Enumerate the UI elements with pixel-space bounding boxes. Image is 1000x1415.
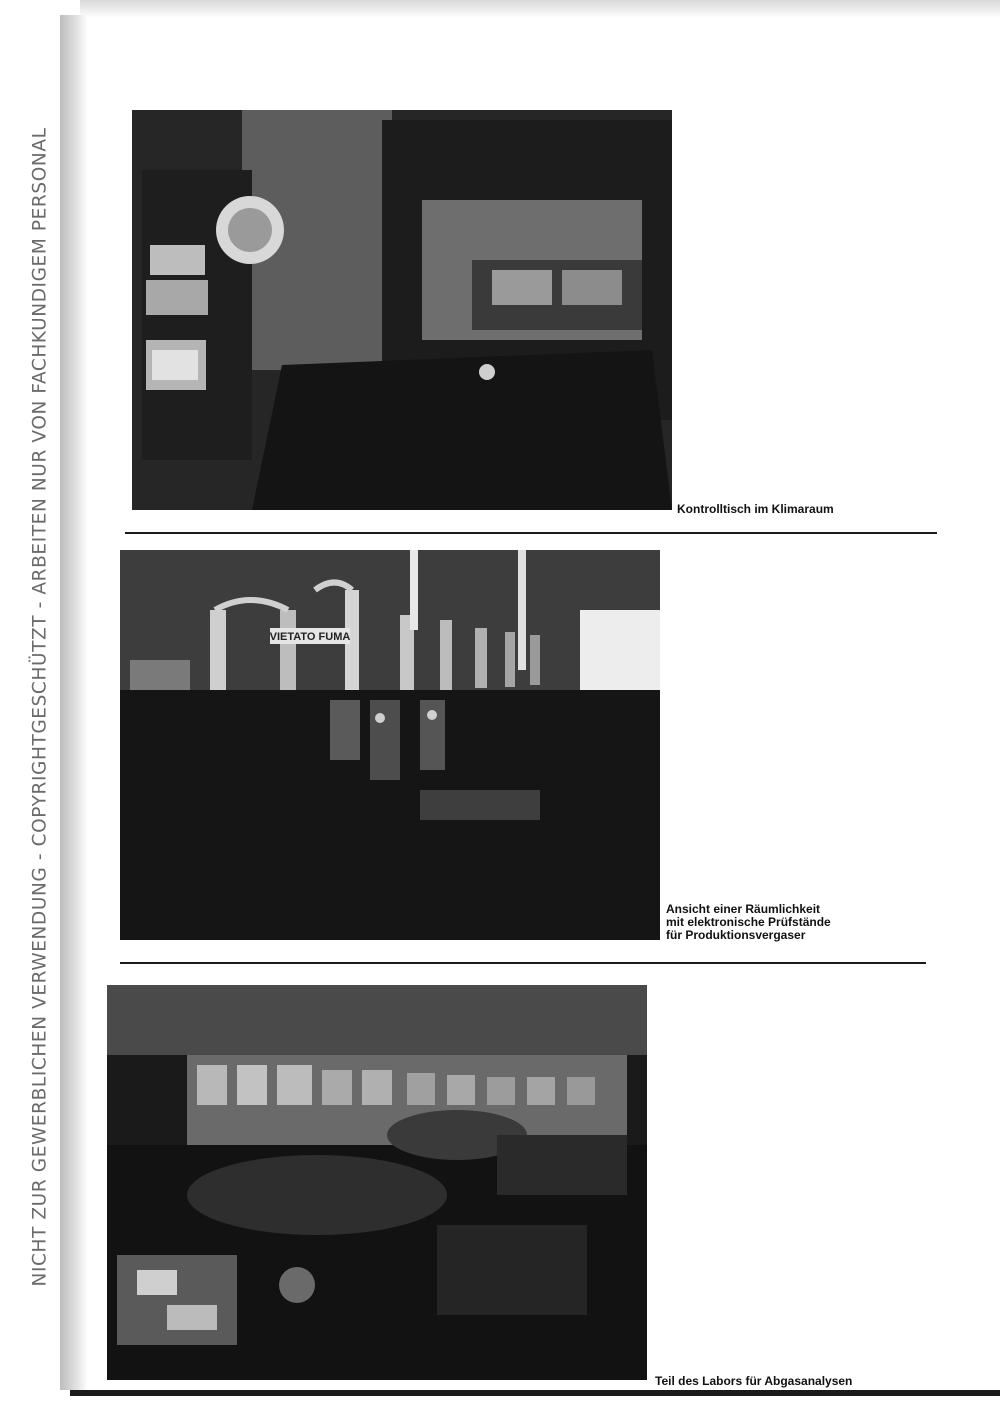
divider-rule [120,962,926,964]
caption-line: Ansicht einer Räumlichkeit [666,902,821,916]
photo-test-benches-drawing [120,550,660,940]
scan-bottom-edge [70,1390,1000,1396]
caption-line: Kontrolltisch im Klimaraum [677,502,834,516]
caption-line: mit elektronische Prüfstände [666,915,831,929]
caption-exhaust-lab [655,1375,852,1388]
caption-line: Teil des Labors für Abgasanalysen [655,1374,853,1388]
divider-rule [125,532,937,534]
copyright-watermark: NICHT ZUR GEWERBLICHEN VERWENDUNG - COPYRIGHTGESCHÜTZT - ARBEITEN NUR VON FACHKUNDIGEM PERSONAL [29,127,51,1287]
photo-exhaust-lab-drawing [107,985,647,1380]
sign-vietato-fuma: VIETATO FUMA [269,631,351,643]
photo-control-desk-drawing [132,110,672,510]
photo-exhaust-lab [107,985,647,1380]
caption-control-desk [677,503,834,516]
page-edge-shadow [60,15,88,1390]
photo-test-benches [120,550,660,940]
caption-line: für Produktionsvergaser [666,928,806,942]
caption-test-benches [666,903,831,942]
photo-control-desk [132,110,672,510]
page-top-shadow [80,0,1000,18]
